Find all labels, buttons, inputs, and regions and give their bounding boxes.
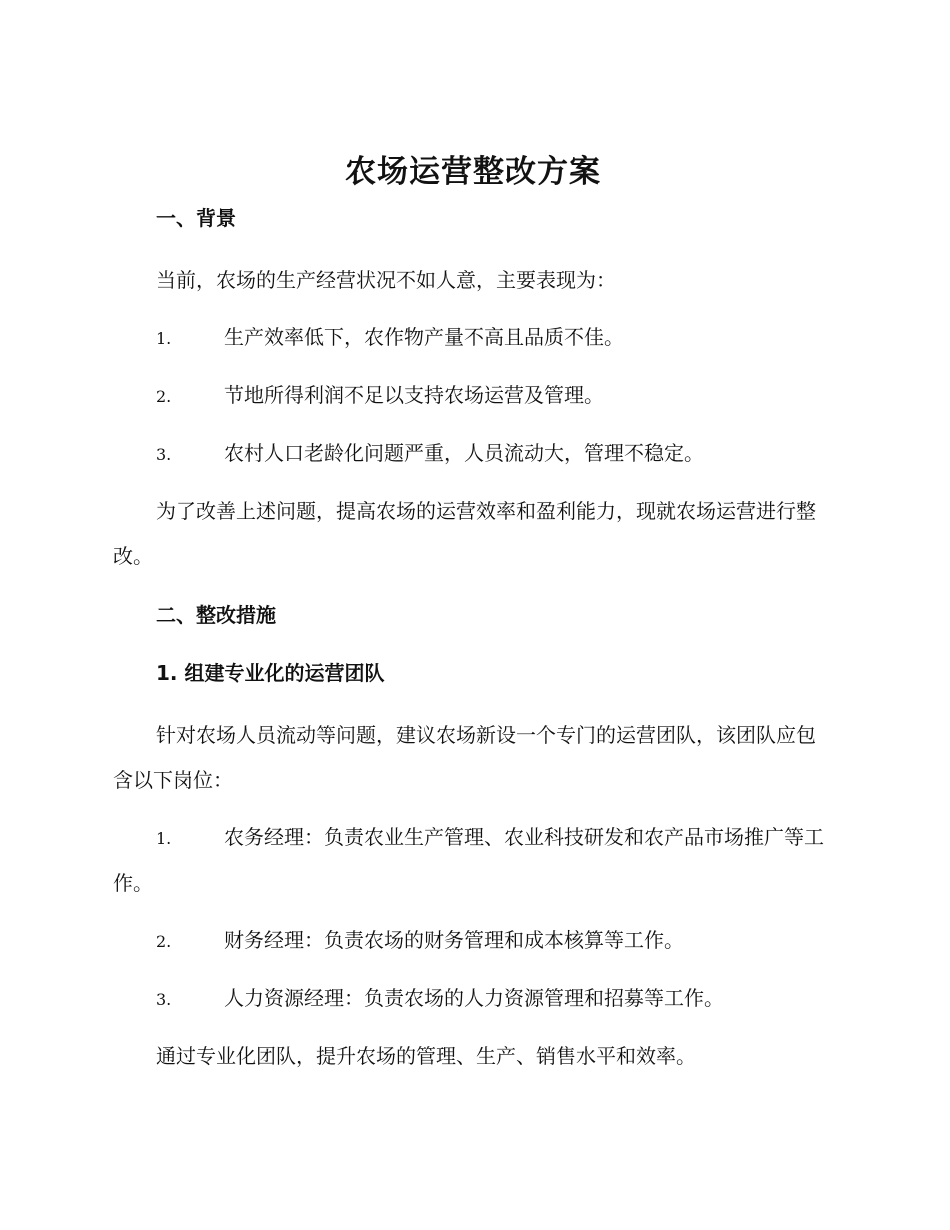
background-list-item bbox=[113, 373, 833, 419]
list-number: 3. bbox=[156, 990, 172, 1009]
list-number: 1. bbox=[156, 329, 172, 348]
section-heading-measures: 二、整改措施 bbox=[156, 603, 276, 627]
background-list-item bbox=[113, 431, 833, 477]
team-conclusion: 通过专业化团队，提升农场的管理、生产、销售水平和效率。 bbox=[156, 1044, 696, 1068]
document-body bbox=[113, 146, 833, 1091]
list-text: 农务经理：负责农业生产管理、农业科技研发和农产品市场推广等工作。 bbox=[113, 825, 824, 895]
section-heading-background: 一、背景 bbox=[156, 206, 236, 230]
team-intro: 针对农场人员流动等问题，建议农场新设一个专门的运营团队，该团队应包含以下岗位： bbox=[113, 723, 816, 792]
list-number: 1. bbox=[156, 829, 172, 848]
team-list-item bbox=[113, 918, 833, 964]
document-title: 农场运营整改方案 bbox=[345, 154, 601, 190]
background-intro: 当前，农场的生产经营状况不如人意，主要表现为： bbox=[156, 268, 616, 292]
background-list-item bbox=[113, 315, 833, 361]
background-conclusion: 为了改善上述问题，提高农场的运营效率和盈利能力，现就农场运营进行整改。 bbox=[113, 499, 816, 568]
list-text: 农村人口老龄化问题严重，人员流动大，管理不稳定。 bbox=[224, 441, 704, 465]
list-text: 人力资源经理：负责农场的人力资源管理和招募等工作。 bbox=[224, 986, 724, 1010]
list-number: 3. bbox=[156, 445, 172, 464]
team-list-item bbox=[113, 976, 833, 1022]
subsection-heading-team: 1. 组建专业化的运营团队 bbox=[156, 661, 385, 685]
list-number: 2. bbox=[156, 932, 172, 951]
list-text: 财务经理：负责农场的财务管理和成本核算等工作。 bbox=[224, 928, 684, 952]
list-text: 节地所得利润不足以支持农场运营及管理。 bbox=[224, 383, 604, 407]
list-number: 2. bbox=[156, 387, 172, 406]
team-list-item bbox=[113, 815, 833, 906]
list-text: 生产效率低下，农作物产量不高且品质不佳。 bbox=[224, 325, 624, 349]
